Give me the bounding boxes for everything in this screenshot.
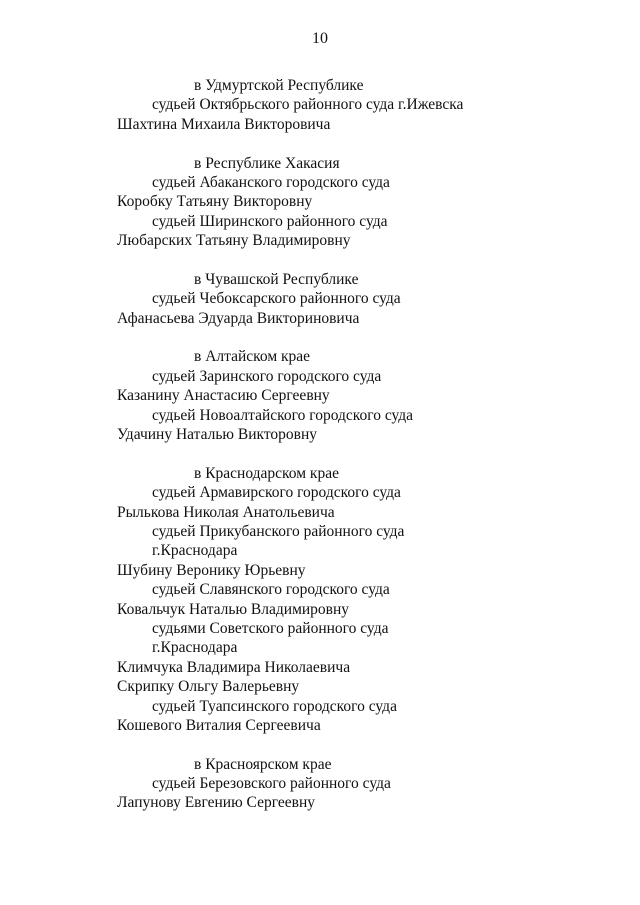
section-chuvashia: [0, 270, 640, 328]
region-heading: в Красноярском крае: [194, 755, 332, 773]
person-name: Коробку Татьяну Викторовну: [117, 193, 313, 211]
court-line: судьей Березовского районного суда: [152, 775, 391, 793]
person-name: Скрипку Ольгу Валерьевну: [117, 678, 300, 696]
section-krasnodar: [0, 464, 640, 735]
section-udmurtia: [0, 76, 640, 134]
court-line: судьей Армавирского городского суда: [152, 484, 401, 502]
section-gap: [0, 328, 640, 347]
section-gap: [0, 444, 640, 463]
court-line: судьями Советского районного суда: [152, 619, 389, 637]
court-line: судьей Октябрьского районного суда г.Ижевска: [152, 96, 464, 114]
person-name: Рылькова Николая Анатольевича: [117, 503, 335, 521]
person-name: Афанасьева Эдуарда Викториновича: [117, 309, 360, 327]
court-line: судьей Туапсинского городского суда: [152, 697, 397, 715]
court-line: г.Краснодара: [152, 639, 238, 657]
section-krasnoyarsk: [0, 755, 640, 813]
section-gap: [0, 735, 640, 754]
person-name: Кошевого Виталия Сергеевича: [117, 716, 321, 734]
court-line: судьей Славянского городского суда: [152, 581, 390, 599]
region-heading: в Удмуртской Республике: [194, 77, 364, 94]
person-name: Климчука Владимира Николаевича: [117, 658, 351, 676]
court-line: судьей Абаканского городского суда: [152, 173, 390, 191]
region-heading: в Алтайском крае: [194, 348, 311, 366]
region-heading: в Чувашской Республике: [194, 270, 359, 288]
person-name: Шубину Веронику Юрьевну: [117, 561, 306, 579]
page-number: 10: [312, 30, 328, 47]
person-name: Удачину Наталью Викторовну: [117, 426, 318, 444]
court-line: судьей Прикубанского районного суда: [152, 522, 405, 540]
court-line: судьей Новоалтайского городского суда: [152, 406, 414, 424]
person-name: Ковальчук Наталью Владимировну: [117, 600, 350, 618]
section-gap: [0, 251, 640, 270]
section-gap: [0, 134, 640, 153]
person-name: Лапунову Евгению Сергеевну: [117, 794, 315, 812]
section-khakassia: [0, 154, 640, 251]
person-name: Шахтина Михаила Викторовича: [117, 115, 331, 133]
region-heading: в Краснодарском крае: [194, 464, 339, 482]
court-line: судьей Ширинского районного суда: [152, 212, 388, 230]
section-altai: [0, 347, 640, 444]
court-line: судьей Чебоксарского районного суда: [152, 290, 401, 308]
court-line: г.Краснодара: [152, 542, 238, 560]
person-name: Любарских Татьяну Владимировну: [117, 232, 351, 250]
document-body: [0, 76, 640, 813]
person-name: Казанину Анастасию Сергеевну: [117, 387, 330, 405]
court-line: судьей Заринского городского суда: [152, 367, 382, 385]
region-heading: в Республике Хакасия: [194, 154, 340, 172]
